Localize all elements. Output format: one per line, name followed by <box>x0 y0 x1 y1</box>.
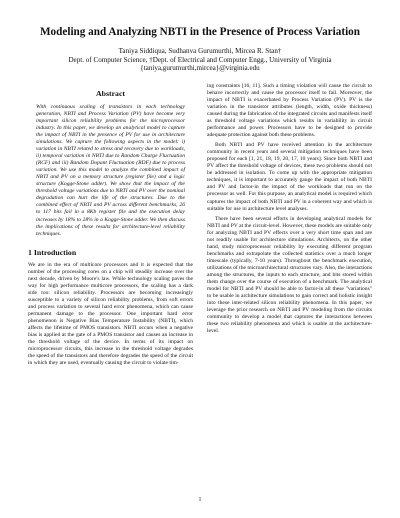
paper-title: Modeling and Analyzing NBTI in the Presence of Process Variation <box>40 26 360 38</box>
left-column <box>28 83 193 368</box>
intro-paragraph-1: We are in the era of multicore processors and it is expected that the number of the processing cores on a chip will steadily increase over the next decade, driven by Moore's law. While technology scaling paves the way for high performance multicore processors, the scaling has a dark side too: silicon reliability. Processors are becoming increasingly susceptible to a variety of silicon reliability problems, from soft errors and process variation to several hard error phenomena, which can cause permanent damage to the processor. One important hard error phenomenon is Negative Bias Temperature Instability (NBTI), which affects the lifetime of PMOS transistors. NBTI occurs when a negative bias is applied at the gate of a PMOS transistor and causes an increase in the threshold voltage of the device. In terms of its impact on microprocessor circuits, this increase in the threshold voltage degrades the speed of the transistors and therefore degrades the speed of the circuit in which they are used, eventually causing the circuit to violate tim- <box>28 261 193 367</box>
author-affiliation: Dept. of Computer Science, †Dept. of Electrical and Computer Engg., University of Virginia <box>68 55 332 64</box>
intro-paragraph-1-cont: ing constraints [16, 11]. Such a timing violation will cause the circuit to behave incorrectly and cause the processor itself to fail. Moreover, the impact of NBTI is exacerbated by Process Variation (PV). PV is the variation in the transistor attributes (length, width, oxide thickness) caused during the fabrication of the integrated circuits and manifests itself as threshold voltage variations which results in variability in circuit performance and power. Processors have to be designed to provide adequate protection against both these problems. <box>207 82 372 139</box>
page-number: 1 <box>198 497 202 503</box>
intro-paragraph-2: Both NBTI and PV have received attention in the architecture community in recent years and several mitigation techniques have been proposed for each [1, 21, 18, 19, 20, 17, 10 years]. Since both NBTI and PV affect the threshold voltage of devices, these two problems should not be addressed in isolation. To come up with the appropriate mitigation techniques, it is important to accurately gauge the impact of both NBTI and PV and factor-in the impact of the workloads that run on the processor as well. For this purpose, an analytical model is required which captures the impact of both NBTI and PV in a coherent way and which is suitable for use in architecture level analyses. <box>207 142 372 212</box>
section-heading-introduction: 1 Introduction <box>28 247 77 257</box>
author-block <box>28 47 372 73</box>
abstract-text: With continuous scaling of transistors in each technology generation, NBTI and Process Variation (PV) have become very important silicon reliability problems for the microprocessor industry. In this paper, we develop an analytical model to capture the impact of NBTI in the presence of PV for use in architecture simulations. We capture the following aspects in the model: i) variation in NBTI related to stress and recovery due to workloads, ii) temporal variation in NBTI due to Random Charge Fluctuation (RCF) and iii) Random Dopant Fluctuation (RDF) due to process variation. We use this model to analyze the combined impact of NBTI and PV on a memory structure (register file) and a logic structure (Kogge-Stone adder). We show that the impact of the threshold voltage variations due to NBTI and PV over the nominal degradation can hurt the life of the structures. Due to the combined effect of NBTI and PV across different benchmarks, 26 to 117 bits fail in a 8Kb register file and the execution delay increases by 18% to 28% in a Kogge-Stone adder. We then discuss the implications of these results for architecture-level reliability techniques. <box>36 103 185 237</box>
two-column-body <box>28 83 372 368</box>
intro-paragraph-3: There have been several efforts in developing analytical models for NBTI and PV at the circuit-level. However, these models are suitable only for analyzing NBTI and PV effects over a very short time span and are not readily usable for architecture simulations. Architects, on the other hand, study microprocessor reliability by executing different program benchmarks and extrapolate the collected statistics over a much longer timescale (typically, 7-10 years). Throughout the benchmark execution, utilizations of the microarchitectural structures vary. Also, the interactions among the structures, the inputs to each structure, and bits stored within them change over the course of execution of a benchmark. The analytical model for NBTI and PV should be able to factor-in all these "variations" to be usable in architecture simulations to gain correct and holistic insight into these inter-related silicon reliability phenomena. In this paper, we leverage the prior research on NBTI and PV modeling from the circuits community to develop a model that captures the interactions between these two reliability phenomena and which is usable at the architecture-level. <box>207 215 372 335</box>
author-names: Taniya Siddiqua, Sudhanva Gurumurthi, Mircea R. Stan† <box>118 47 282 55</box>
abstract-heading: Abstract <box>95 88 125 98</box>
right-column <box>207 83 372 368</box>
author-email: {taniya,gurumurthi,mircea}@virginia.edu <box>140 64 260 73</box>
